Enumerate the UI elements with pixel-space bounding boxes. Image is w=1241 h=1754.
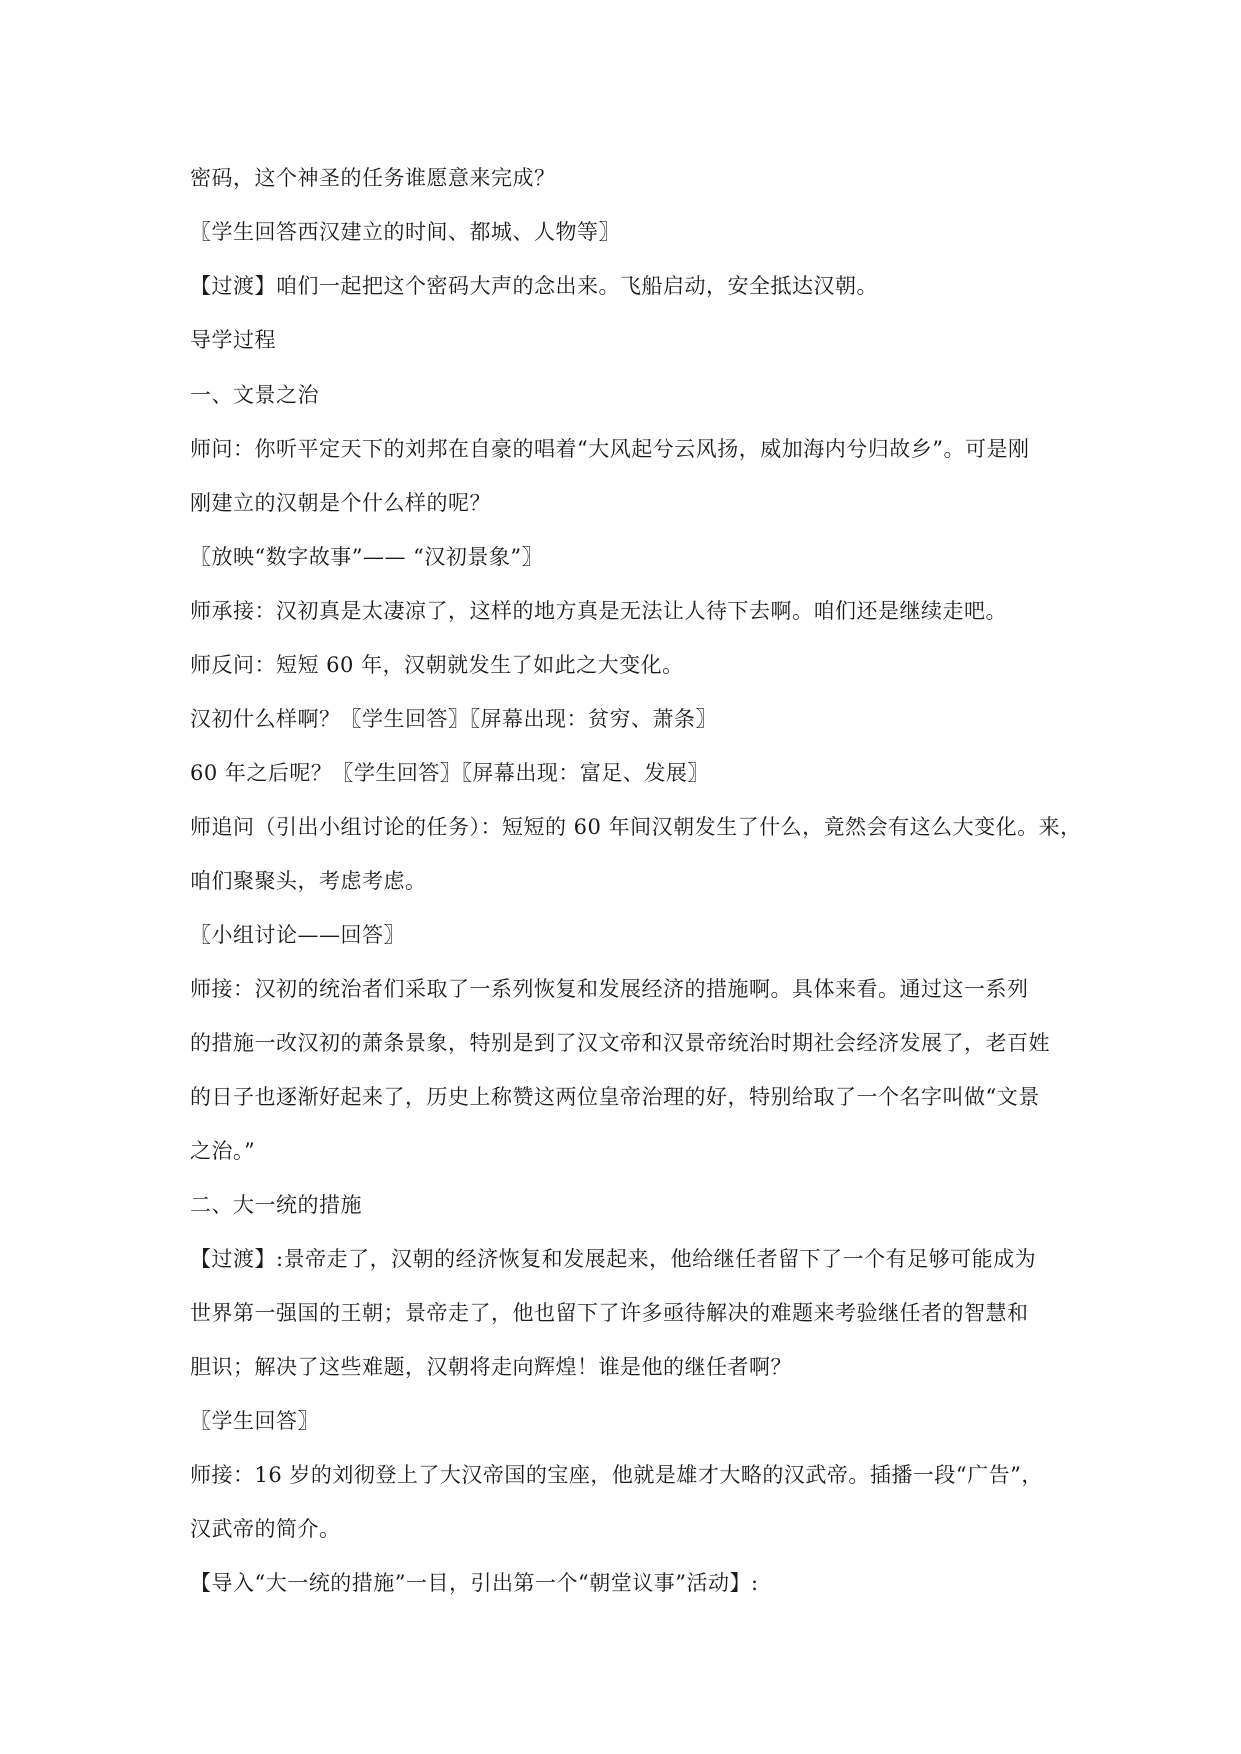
text-line: 师反问：短短 60 年，汉朝就发生了如此之大变化。	[190, 653, 684, 677]
text-line: 〖学生回答西汉建立的时间、都城、人物等〗	[190, 220, 620, 244]
text-line: 的措施一改汉初的萧条景象，特别是到了汉文帝和汉景帝统治时期社会经济发展了，老百姓	[190, 1031, 1050, 1055]
text-line: 的日子也逐渐好起来了，历史上称赞这两位皇帝治理的好，特别给取了一个名字叫做“文景	[190, 1085, 1040, 1109]
text-line: 【过渡】:景帝走了，汉朝的经济恢复和发展起来，他给继任者留下了一个有足够可能成为	[190, 1247, 1037, 1271]
text-line: 汉初什么样啊？〖学生回答〗〖屏幕出现：贫穷、萧条〗	[190, 707, 717, 731]
text-line: 【过渡】咱们一起把这个密码大声的念出来。飞船启动，安全抵达汉朝。	[190, 274, 878, 298]
text-line: 〖放映“数字故事”—— “汉初景象”〗	[190, 545, 544, 569]
text-line: 【导入“大一统的措施”一目，引出第一个“朝堂议事”活动】:	[190, 1571, 759, 1595]
text-line: 咱们聚聚头，考虑考虑。	[190, 869, 427, 893]
text-line: 师接：16 岁的刘彻登上了大汉帝国的宝座，他就是雄才大略的汉武帝。插播一段“广告”，	[190, 1463, 1043, 1487]
text-line: 之治。”	[190, 1139, 256, 1163]
text-line: 师问：你听平定天下的刘邦在自豪的唱着“大风起兮云风扬，威加海内兮归故乡”。可是刚	[190, 437, 1030, 461]
text-line: 师承接：汉初真是太凄凉了，这样的地方真是无法让人待下去啊。咱们还是继续走吧。	[190, 599, 1007, 623]
text-line: 汉武帝的简介。	[190, 1517, 341, 1541]
section-heading: 一、文景之治	[190, 383, 319, 407]
text-line: 师接：汉初的统治者们采取了一系列恢复和发展经济的措施啊。具体来看。通过这一系列	[190, 977, 1029, 1001]
text-line: 胆识；解决了这些难题，汉朝将走向辉煌！谁是他的继任者啊？	[190, 1355, 792, 1379]
section-heading: 导学过程	[190, 328, 276, 352]
section-heading: 二、大一统的措施	[190, 1193, 362, 1217]
text-line: 〖学生回答〗	[190, 1409, 319, 1433]
text-line: 刚建立的汉朝是个什么样的呢？	[190, 491, 491, 515]
text-line: 密码，这个神圣的任务谁愿意来完成？	[190, 166, 556, 190]
text-line: 〖小组讨论——回答〗	[190, 923, 405, 947]
text-line: 60 年之后呢？〖学生回答〗〖屏幕出现：富足、发展〗	[190, 761, 709, 785]
text-line: 师追问（引出小组讨论的任务）：短短的 60 年间汉朝发生了什么，竟然会有这么大变化。来，	[190, 815, 1082, 839]
text-line: 世界第一强国的王朝；景帝走了，他也留下了许多亟待解决的难题来考验继任者的智慧和	[190, 1301, 1029, 1325]
